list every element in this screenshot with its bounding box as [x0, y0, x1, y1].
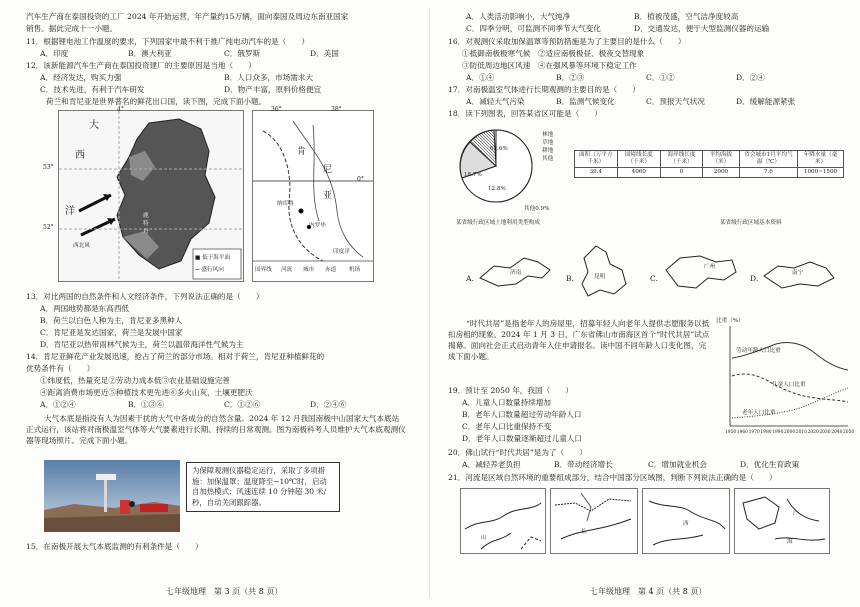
- q13-opt-c[interactable]: C．肯尼亚是发达国家，荷兰是发展中国家: [40, 328, 183, 337]
- chart-label-children: 儿童人口比重: [772, 382, 806, 388]
- q20-opt-b[interactable]: B．带动经济增长: [554, 460, 613, 469]
- q16-opt-b[interactable]: B．②③: [556, 73, 585, 82]
- chart-x-tick: 1960: [736, 430, 748, 435]
- q11-opt-a[interactable]: A．印度: [40, 49, 69, 58]
- q18-opt-b[interactable]: B.: [566, 274, 574, 283]
- q18-opt-c[interactable]: C.: [650, 274, 658, 283]
- antarctic-station-photo: [44, 460, 180, 532]
- q17-opt-a[interactable]: A．减轻大气污染: [466, 97, 525, 106]
- population-chart-graphic: [716, 318, 855, 440]
- shape-b: [576, 244, 636, 300]
- lon-4-label: 4°: [117, 106, 124, 113]
- q11-opt-c[interactable]: C．俄罗斯: [224, 49, 261, 58]
- chart-x-tick: 2040: [831, 430, 843, 435]
- pie-caption: 某省级行政区域土地利用类型构成: [456, 220, 540, 226]
- q21-stem: 21．河流是区域自然环境的重要组成部分，结合中国部分区域图，判断下列说法正确的是（ ）: [448, 473, 777, 482]
- river-map-2-label: 长: [581, 529, 587, 535]
- q14-opt-b[interactable]: B．①③⑥: [128, 400, 164, 409]
- sea-char-2: 西: [75, 150, 85, 161]
- river-map-1: [460, 488, 546, 554]
- q12-opt-a[interactable]: A．经济发达，购买力强: [40, 73, 122, 82]
- q13-opt-d[interactable]: D．肯尼亚以热带雨林气候为主，荷兰以温带海洋性气候为主: [40, 340, 244, 349]
- q15-opt-b[interactable]: B．植被茂盛，空气洁净度较高: [634, 12, 739, 21]
- instrument-measures-note: 为保障观测仪器稳定运行，采取了多项措施：加保温罩；温度降至−10℃时，启动自加热模式；风速连续 10 分钟超 30 米/秒，自动关闭跟踪器。: [186, 462, 340, 512]
- q19-opt-d[interactable]: D．老年人口数量逐渐超过儿童人口: [462, 434, 582, 443]
- q20-stem: 20．佛山试行“时代共居”是为了（ ）: [448, 448, 587, 457]
- chart-x-tick: 1970: [748, 430, 760, 435]
- q15-opt-c[interactable]: C．四季分明，可监测不同季节大气变化: [466, 24, 601, 33]
- chart-x-tick: 1950: [725, 430, 737, 435]
- chart-y-label: 比重（%）: [716, 318, 744, 324]
- shape-b-city: 昆明: [594, 274, 606, 280]
- q16-items-2: ③防低周边地区风速 ④在强风暴等环境下稳定工作: [462, 61, 637, 70]
- wind-label: 西北风: [73, 243, 90, 249]
- shape-a-city: 济南: [510, 270, 522, 276]
- equator-label: 0°: [357, 176, 364, 183]
- lat-53-label: 53°: [43, 164, 54, 171]
- pie-pct-farm: 12.8%: [488, 186, 506, 192]
- chart-label-elderly: 老年人口比重: [742, 410, 776, 416]
- q15-stem: 15．在南极开展大气本底监测的有利条件是（ ）: [26, 542, 203, 551]
- river-map-2: [550, 488, 638, 554]
- river-map-4: [734, 488, 830, 554]
- q14-opt-a[interactable]: A．①②④: [40, 400, 76, 409]
- th-precip: 年降水量（毫米）: [798, 151, 844, 168]
- th-border: 国境线长度（千米）: [617, 151, 660, 168]
- population-chart: [716, 318, 855, 440]
- q17-stem: 17．对南极温室气体进行长期观测的主要目的是（ ）: [448, 85, 640, 94]
- q14-stem-2: 优势条件有（ ）: [26, 364, 95, 373]
- td-jan-temp: 7.6: [739, 168, 797, 178]
- q15-opt-a[interactable]: A．人类活动影响小，大气纯净: [466, 12, 571, 21]
- antarctic-passage: 大气本底是指没有人为因素干扰的大气中各成分的自然含量。2024 年 12 月我国南极中山国家大气本底站正式运行，该站将对南极温室气体等大气要素进行长期、持续的日常观测。图为南极科考人员维护大气本底观测仪器等现场照片。完成下面小题。: [26, 414, 406, 445]
- q19-opt-a[interactable]: A．儿童人口数量持续增加: [462, 398, 552, 407]
- pie-legend-grass: 草地: [542, 140, 554, 146]
- region-char-1: 鹿: [143, 213, 149, 219]
- river-map-4-graphic: [735, 489, 829, 553]
- q12-stem: 12．该新能源汽车生产商在泰国投资建厂的主要原因是当地（ ）: [26, 61, 256, 70]
- q19-stem: 19．预计至 2050 年，我国（ ）: [448, 386, 573, 395]
- th-altitude: 平均海拔（米）: [703, 151, 740, 168]
- q16-opt-c[interactable]: C．①②: [646, 73, 675, 82]
- co-living-passage: “时代共居”是指老年人的房屋里，招募年轻人向老年人提供志愿服务以抵扣房租的现象。2024 年 1 月 3 日，广东省佛山市南海区首个“时代共居”试点揭幕。面向社会正式启动青年入住申请报名。读中国不同年龄人口变化图，完成下面小题。: [448, 319, 710, 361]
- q12-opt-c[interactable]: C．技术先进，有利于汽车研发: [40, 85, 145, 94]
- river-map-4-label-a: 广: [793, 511, 799, 517]
- maps-intro: 荷兰和肯尼亚是世界著名的鲜花出口国，读下图，完成下面小题。: [46, 97, 267, 106]
- q18-stem: 18．读下列图表，回答某省区可能是（ ）: [448, 109, 602, 118]
- chart-x-tick: 2000: [784, 430, 796, 435]
- q18-opt-d[interactable]: D.: [750, 274, 759, 283]
- q11-stem: 11．根据锂电池工作温度的要求，下列国家中最不利于推广纯电动汽车的是（ ）: [26, 37, 310, 46]
- shape-d-city: 南宁: [792, 270, 804, 276]
- q17-opt-d[interactable]: D．缓解能源紧张: [736, 97, 796, 106]
- river-map-1-graphic: [461, 489, 545, 553]
- indian-ocean-label: 印度洋: [333, 249, 350, 255]
- intro-line-2: 销售。据此完成十一小题。: [26, 24, 118, 33]
- q14-items-2: ④距离消费市场更近⑤种植技术更先进⑥多火山灰，土壤更肥沃: [40, 388, 253, 397]
- th-jan-temp: 省会城市1月平均气温（℃）: [739, 151, 797, 168]
- sea-char-3: 洋: [65, 206, 75, 217]
- chart-x-tick: 2010: [795, 430, 807, 435]
- chart-x-tick: 2020: [807, 430, 819, 435]
- kenya-map: [252, 106, 374, 282]
- q16-stem: 16．对观测仪采取加保温罩等预防措施是为了主要目的是什么（ ）: [448, 37, 686, 46]
- intro-line-1: 汽车生产商在泰国投资的工厂 2024 年开始运营，年产量约15万辆，面向泰国及周边东南亚国家: [26, 12, 349, 21]
- photo-graphic: [44, 460, 180, 532]
- q18-opt-a[interactable]: A.: [466, 274, 474, 283]
- td-altitude: 2000: [703, 168, 740, 178]
- q15-opt-d[interactable]: D．交通发达，便于大型监测仪器的运输: [634, 24, 770, 33]
- q14-opt-d[interactable]: D．②④⑥: [310, 400, 347, 409]
- td-border: 4060: [617, 168, 660, 178]
- netherlands-map: [43, 106, 244, 282]
- q14-items-1: ①纬度低，热量充足②劳动力成本低③农业基础设施完善: [40, 376, 230, 385]
- q11-opt-d[interactable]: D．美国: [310, 49, 339, 58]
- td-area: 39.4: [575, 168, 618, 178]
- pie-pct-forest: 67.6%: [490, 146, 508, 152]
- country-char-1: 肯: [297, 147, 307, 157]
- q16-opt-d[interactable]: D．②④: [736, 73, 765, 82]
- legend-wind: → 盛行风向: [195, 267, 224, 273]
- q13-opt-b[interactable]: B．荷兰以白色人种为主，肯尼亚多黑种人: [40, 316, 183, 325]
- legend-river: 河流: [281, 267, 293, 273]
- pie-legend-other: 其他: [542, 156, 554, 162]
- legend-airport: 机场: [349, 267, 361, 273]
- chart-x-tick: 1990: [772, 430, 784, 435]
- q12-opt-d[interactable]: D．物产丰富，原料价格便宜: [224, 85, 322, 94]
- river-map-3: [642, 488, 730, 554]
- kenya-map-graphic: [253, 111, 373, 281]
- land-use-pie: [454, 122, 566, 232]
- q11-opt-b[interactable]: B．澳大利亚: [128, 49, 172, 58]
- province-info-table: [574, 150, 844, 178]
- q17-opt-b[interactable]: B．监测气候变化: [556, 97, 615, 106]
- lon-38-label: 38°: [331, 106, 342, 113]
- q20-opt-c[interactable]: C．增加就业机会: [648, 460, 707, 469]
- td-precip: 1000~1500: [798, 168, 844, 178]
- chart-x-tick: 2050: [843, 430, 855, 435]
- country-char-2: 尼: [323, 165, 333, 175]
- page-3-footer: 七年级地理 第 3 页（共 8 页）: [166, 587, 283, 596]
- q12-opt-b[interactable]: B．人口众多，市场需求大: [224, 73, 314, 82]
- q19-opt-c[interactable]: C．老年人口比重保持不变: [462, 422, 552, 431]
- chart-x-tick: 1980: [760, 430, 772, 435]
- q17-opt-c[interactable]: C．预报天气状况: [646, 97, 705, 106]
- q14-stem-1: 14．肯尼亚鲜花产业发展迅速，抢占了荷兰的部分市场。相对于荷兰，肯尼亚种植鲜花的: [26, 352, 325, 361]
- lat-52-label: 52°: [43, 224, 54, 231]
- shape-c: [660, 250, 740, 294]
- page-4-footer: 七年级地理 第 4 页（共 8 页）: [590, 587, 707, 596]
- chart-label-working: 劳动年龄人口比重: [736, 348, 781, 354]
- q19-opt-b[interactable]: B．老年人口数量超过劳动年龄人口: [462, 410, 582, 419]
- legend-equator: 赤道: [325, 267, 337, 273]
- q16-opt-a[interactable]: A．①④: [466, 73, 495, 82]
- q20-opt-a[interactable]: A．减轻养老负担: [462, 460, 521, 469]
- th-area: 面积（万平方千米）: [575, 151, 618, 168]
- pie-legend-farm: 耕地: [542, 148, 554, 154]
- river-map-3-label: 西: [683, 521, 689, 527]
- q13-opt-a[interactable]: A．两国地势都是东高西低: [40, 304, 130, 313]
- th-coast: 海岸线长度（千米）: [660, 151, 702, 168]
- pie-pct-grass: 18.7%: [464, 172, 482, 178]
- legend-city: 城市: [303, 267, 315, 273]
- sea-char-1: 大: [89, 120, 99, 131]
- river-map-4-label-b: 海: [787, 539, 793, 545]
- nairobi-label: 内罗毕: [309, 223, 326, 229]
- q20-opt-d[interactable]: D．优化生育政策: [740, 460, 800, 469]
- pie-graphic: [456, 126, 536, 206]
- q16-items-1: ①抵御南极极寒气候 ②适应南极极昼、极夜交替现象: [462, 49, 645, 58]
- lake-label: 纳库鲁: [277, 201, 294, 207]
- pie-legend-forest: 林地: [542, 132, 554, 138]
- legend-border: 国界线: [255, 267, 272, 273]
- page-4: [430, 0, 860, 607]
- river-map-2-graphic: [551, 489, 637, 553]
- region-char-3: 丹: [143, 229, 149, 235]
- chart-x-tick: 2030: [819, 430, 831, 435]
- legend-below-sea: ■ 低于海平面: [195, 255, 231, 261]
- table-caption: 某省级行政区域基本资料: [720, 220, 782, 226]
- q13-stem: 13．对比两国的自然条件和人文经济条件，下列说法正确的是（ ）: [26, 292, 264, 301]
- pie-pct-other: 其他0.9%: [524, 206, 550, 212]
- region-char-2: 特: [143, 221, 149, 227]
- river-map-1-label: 山: [481, 535, 487, 541]
- lon-36-label: 36°: [271, 106, 282, 113]
- td-coast: 0: [660, 168, 702, 178]
- q14-opt-c[interactable]: C．①②⑥: [224, 400, 261, 409]
- shape-c-city: 广州: [704, 264, 716, 270]
- country-char-3: 亚: [323, 191, 333, 201]
